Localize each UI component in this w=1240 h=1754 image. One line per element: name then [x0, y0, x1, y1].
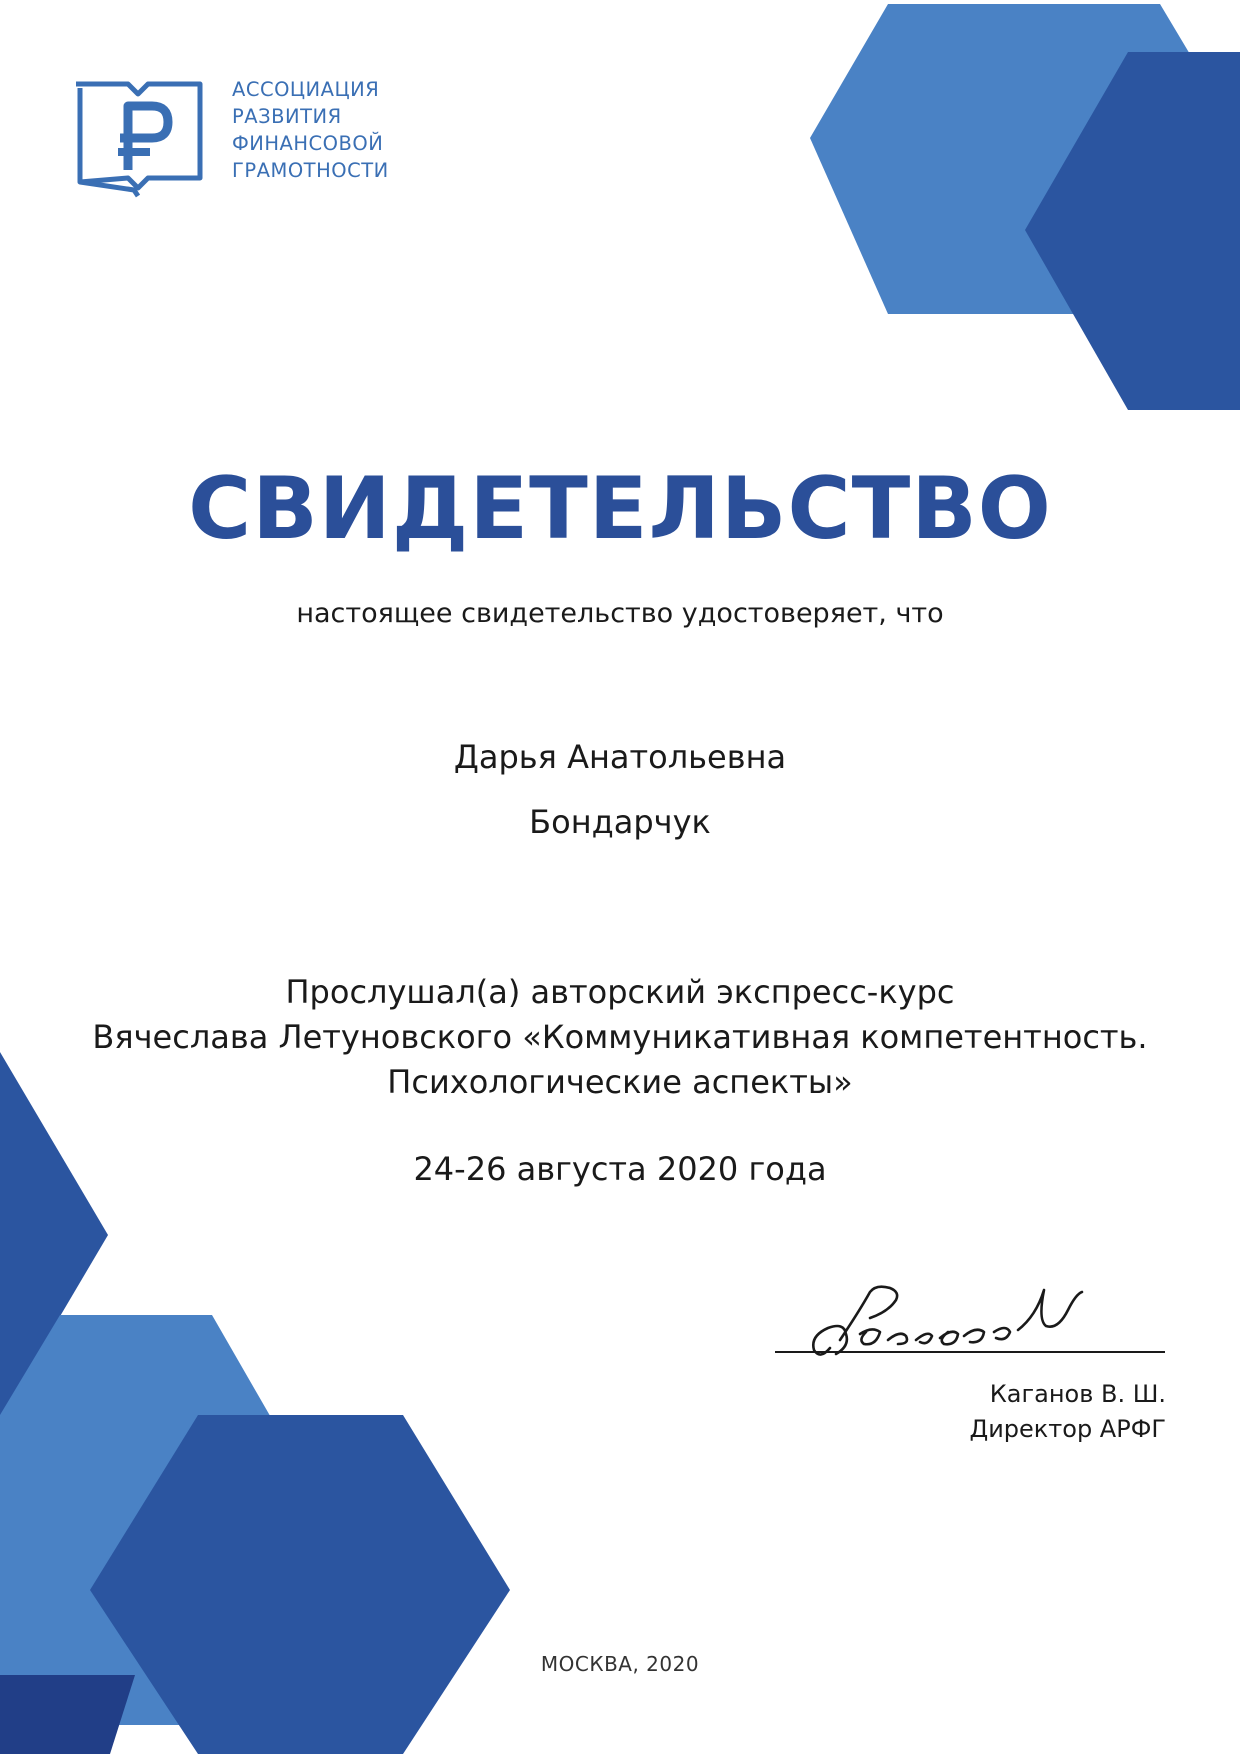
certificate-title: СВИДЕТЕЛЬСТВО [188, 459, 1052, 559]
course-line: Вячеслава Летуновского «Коммуникативная компетентность. [92, 1018, 1148, 1056]
signatory-position: Директор АРФГ [969, 1415, 1166, 1443]
logo-line: ГРАМОТНОСТИ [232, 159, 389, 182]
course-line: Психологические аспекты» [387, 1063, 853, 1101]
signatory-name: Каганов В. Ш. [989, 1380, 1166, 1408]
logo-line: ФИНАНСОВОЙ [232, 132, 384, 155]
footer-place-year: МОСКВА, 2020 [540, 1652, 700, 1676]
recipient-surname: Бондарчук [529, 803, 711, 841]
hexagon-corner-navy [0, 1675, 135, 1754]
logo-line: РАЗВИТИЯ [232, 105, 342, 128]
course-line: Прослушал(а) авторский экспресс-курс [285, 973, 955, 1011]
certificate-subtitle: настоящее свидетельство удостоверяет, что [296, 598, 944, 629]
course-dates: 24-26 августа 2020 года [413, 1150, 827, 1188]
logo-line: АССОЦИАЦИЯ [232, 78, 380, 101]
association-name [232, 76, 389, 184]
handwritten-signature [800, 1270, 1130, 1370]
course-description [0, 970, 1240, 1105]
association-logo-icon [74, 78, 204, 208]
recipient-first-names: Дарья Анатольевна [453, 738, 787, 776]
signature-line [775, 1351, 1165, 1353]
